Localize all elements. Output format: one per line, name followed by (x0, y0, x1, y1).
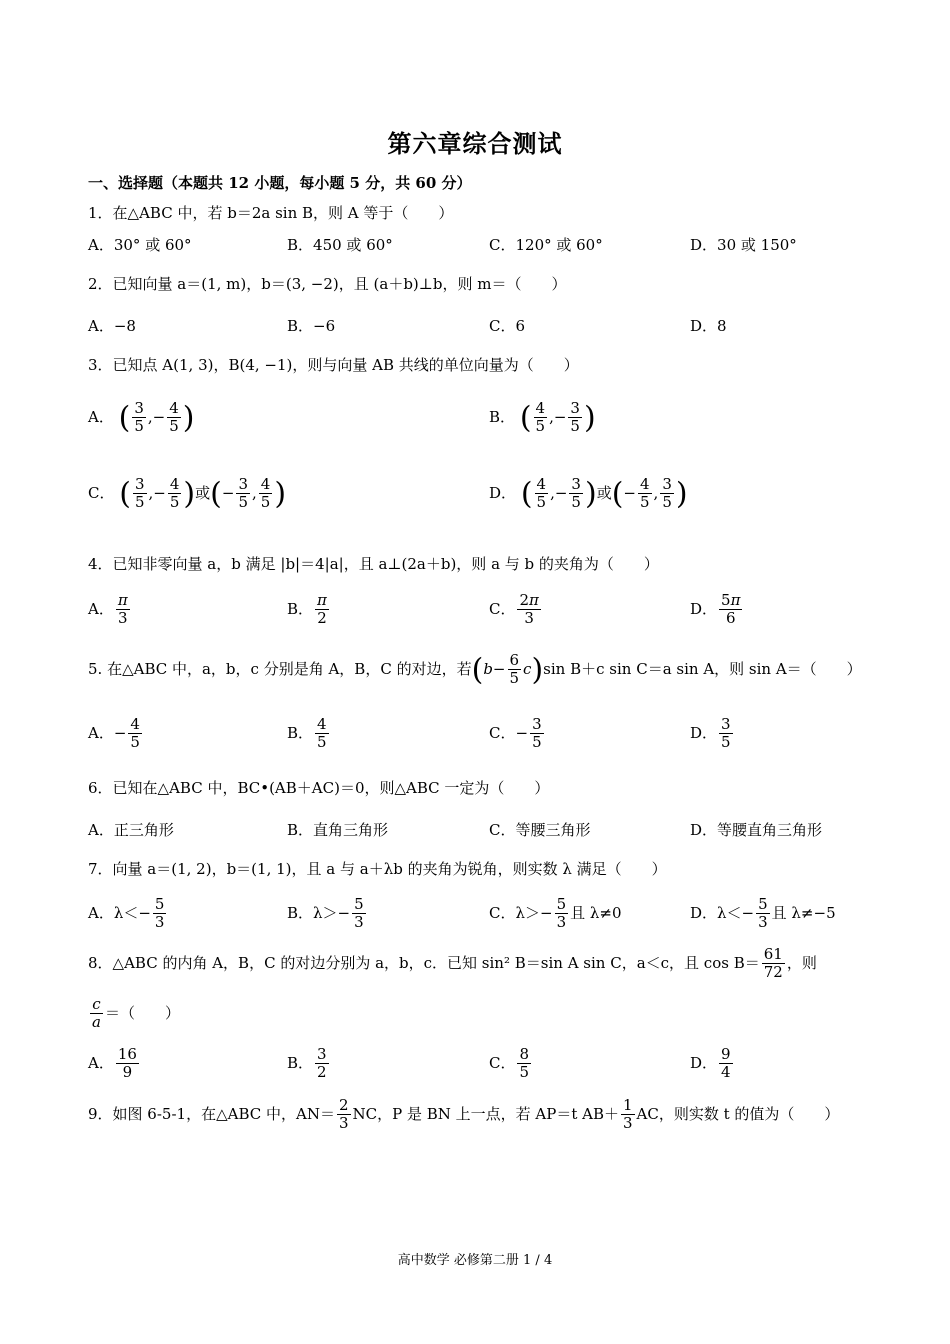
q8-option-b: B． $\frac{3}{2}$ (287, 1045, 327, 1082)
q6-option-c: C．等腰三角形 (489, 821, 591, 839)
q4-option-b: B． $\frac{\pi}{2}$ (287, 591, 327, 628)
question-3-stem: 3．已知点 A(1, 3)，B(4, −1)，则与向量 AB 共线的单位向量为（ ） (88, 356, 579, 374)
page-title: 第六章综合测试 (387, 129, 563, 158)
question-6-stem: 6．已知在△ABC 中，BC•(AB＋AC)＝0，则△ABC 一定为（ ） (88, 779, 550, 797)
q6-option-d: D．等腰直角三角形 (690, 821, 823, 839)
q3-option-b-label: B． (489, 407, 516, 426)
q3-option-b: B． ( $\frac{4}{5}$ ,− $\frac{3}{5}$ ) (489, 399, 596, 436)
q4-option-d: D． $\frac{5\pi}{6}$ (690, 591, 741, 628)
question-2-stem: 2．已知向量 a＝(1, m)，b＝(3, −2)，且 (a＋b)⊥b，则 m＝（ ） (88, 275, 567, 293)
q1-option-d: D．30 或 150° (690, 236, 797, 254)
q5-option-b: B． $\frac{4}{5}$ (287, 715, 327, 752)
q3-option-c: C． ( $\frac{3}{5}$ ,− $\frac{4}{5}$ )或(− $\frac{3}{5}$ , $\frac{4}{5}$ ) (88, 475, 287, 512)
section-heading: 一、选择题（本题共 12 小题，每小题 5 分，共 60 分） (88, 174, 472, 192)
question-8-continued: $\frac{c}{a}$ ＝（ ） (92, 995, 180, 1032)
q8-option-c: C． $\frac{8}{5}$ (489, 1045, 530, 1082)
question-7-stem: 7．向量 a＝(1, 2)，b＝(1, 1)，且 a 与 a＋λb 的夹角为锐角，则实数 λ 满足（ ） (88, 860, 667, 878)
q6-option-b: B．直角三角形 (287, 821, 389, 839)
q6-option-a: A．正三角形 (88, 821, 174, 839)
q7-option-b: B．λ＞− $\frac{5}{3}$ (287, 895, 364, 932)
question-8-stem: 8．△ABC 的内角 A，B，C 的对边分别为 a，b，c．已知 sin² B＝sin A sin C，a＜c，且 cos B＝ $\frac{61}{72}$ ，则 (88, 945, 817, 982)
q1-option-b: B．450 或 60° (287, 236, 393, 254)
q4-option-a: A． $\frac{\pi}{3}$ (88, 591, 128, 628)
question-1-stem: 1．在△ABC 中，若 b＝2a sin B，则 A 等于（ ） (88, 204, 454, 222)
q7-option-a: A．λ＜− $\frac{5}{3}$ (88, 895, 165, 932)
q8-option-a: A． $\frac{16}{9}$ (88, 1045, 137, 1082)
q5-option-d: D． $\frac{3}{5}$ (690, 715, 731, 752)
q2-option-b: B．−6 (287, 317, 336, 335)
q2-option-a: A．−8 (88, 317, 136, 335)
q4-option-c: C． $\frac{2\pi}{3}$ (489, 591, 539, 628)
q8-option-d: D． $\frac{9}{4}$ (690, 1045, 731, 1082)
q3-option-a-label: A． (88, 407, 114, 426)
q3-option-c-label: C． (88, 483, 115, 502)
q3-option-a: A． ( $\frac{3}{5}$ ,− $\frac{4}{5}$ ) (88, 399, 195, 436)
q5-option-a: A．− $\frac{4}{5}$ (88, 715, 140, 752)
q2-option-c: C．6 (489, 317, 526, 335)
question-4-stem: 4．已知非零向量 a，b 满足 |b|＝4|a|，且 a⊥(2a＋b)，则 a 与 b 的夹角为（ ） (88, 555, 659, 573)
q2-option-d: D．8 (690, 317, 727, 335)
q1-option-a: A．30° 或 60° (88, 236, 192, 254)
q3-option-d-label: D． (489, 483, 517, 502)
q3-option-d: D． ( $\frac{4}{5}$ ,− $\frac{3}{5}$ )或(− $\frac{4}{5}$ , $\frac{3}{5}$ ) (489, 475, 688, 512)
q7-option-c: C．λ＞− $\frac{5}{3}$ 且 λ≠0 (489, 895, 622, 932)
question-9-stem: 9．如图 6-5-1，在△ABC 中，AN＝ $\frac{2}{3}$ NC，P 是 BN 上一点，若 AP＝t AB＋ $\frac{1}{3}$ AC，则实数 t 的值为（ ） (88, 1096, 840, 1133)
q1-option-c: C．120° 或 60° (489, 236, 603, 254)
question-5-stem: 5. 在△ABC 中，a，b，c 分别是角 A，B，C 的对边，若(b− $\frac{6}{5}$ c)sin B＋c sin C＝a sin A，则 sin A＝（ ） (88, 651, 862, 688)
q5-option-c: C．− $\frac{3}{5}$ (489, 715, 542, 752)
page-footer: 高中数学 必修第二册 1 / 4 (397, 1253, 553, 1268)
q7-option-d: D．λ＜− $\frac{5}{3}$ 且 λ≠−5 (690, 895, 836, 932)
